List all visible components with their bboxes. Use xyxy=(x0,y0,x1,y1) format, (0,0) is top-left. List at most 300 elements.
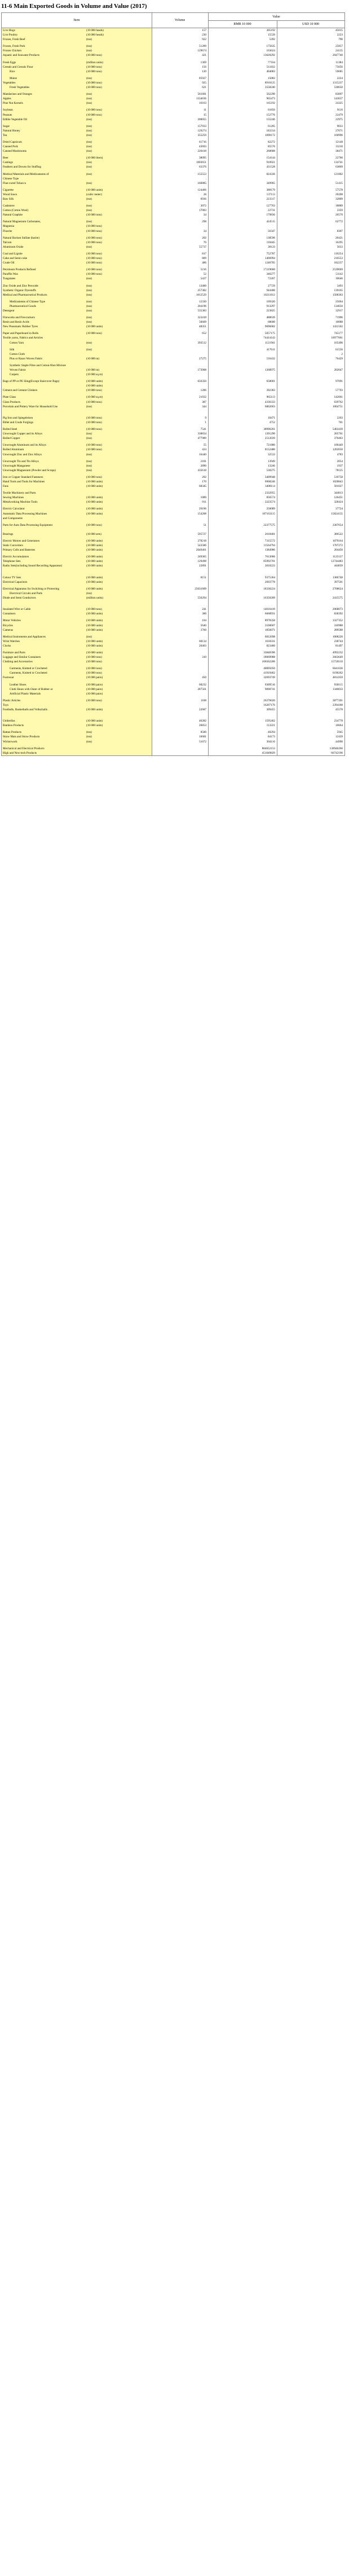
table-row xyxy=(2,523,344,527)
rmb-cell: 884652153 xyxy=(262,746,275,750)
volume-cell: 3072 xyxy=(200,204,206,208)
rmb-cell: 1466994 xyxy=(264,257,275,261)
table-row xyxy=(2,603,344,607)
item-name xyxy=(2,411,152,416)
usd-cell: 121802 xyxy=(334,172,343,176)
item-name: Pharmaceutical Goods xyxy=(2,304,152,309)
usd-cell: 639762 xyxy=(334,400,343,404)
table-row xyxy=(2,666,344,671)
header-item: Item xyxy=(73,19,80,22)
volume-cell: 424 xyxy=(202,448,206,452)
rmb-cell: 22731 xyxy=(268,209,275,213)
table-row xyxy=(2,144,344,149)
usd-cell: 1327352 xyxy=(332,619,343,623)
item-unit: (ton) xyxy=(86,635,92,639)
rmb-cell: 9090741 xyxy=(264,687,275,691)
item-unit: (10 000 units) xyxy=(86,507,103,511)
item-unit: (ton) xyxy=(86,140,92,144)
item-unit: (million units) xyxy=(86,596,103,600)
rmb-cell: 530275 xyxy=(266,468,275,472)
usd-cell: 51142 xyxy=(335,272,343,276)
usd-cell: 18889 xyxy=(335,204,343,208)
item-unit: (ton) xyxy=(86,209,92,213)
volume-cell: 26463 xyxy=(199,644,206,648)
usd-cell: 1028843 xyxy=(332,480,343,483)
item-name: Mandarines and Oranges xyxy=(2,92,152,96)
item-name: Porcelain and Pottery Ware for Household Use xyxy=(2,405,152,409)
volume-cell: 56609 xyxy=(199,320,206,324)
usd-cell: 444039 xyxy=(334,564,343,568)
usd-cell: 32917 xyxy=(335,309,343,313)
table-row xyxy=(2,60,344,65)
item-name: Medical and Pharmaceutical Products xyxy=(2,293,152,297)
item-name: Pig Iron and Spiegeleisen xyxy=(2,416,152,420)
rmb-cell: 18069988 xyxy=(263,656,275,660)
rmb-cell: 9696682 xyxy=(264,325,275,329)
item-unit: (ton) xyxy=(86,145,92,149)
rmb-cell: 11564794 xyxy=(263,544,275,548)
item-unit: (ton) xyxy=(86,320,92,324)
volume-cell: 249365 xyxy=(197,555,206,559)
item-unit: (10 000 units) xyxy=(86,623,103,627)
table-row xyxy=(2,204,344,208)
volume-cell: 1012529 xyxy=(196,293,206,297)
volume-cell: 226418 xyxy=(197,150,206,153)
volume-cell: 17083 xyxy=(199,209,206,213)
usd-cell: 25064 xyxy=(335,300,343,304)
usd-cell: 143637 xyxy=(334,97,343,101)
item-name: Cameras xyxy=(2,628,152,632)
usd-cell: 139165 xyxy=(334,288,343,292)
usd-cell: 510758 xyxy=(334,475,343,479)
rmb-cell: 2332955 xyxy=(264,491,275,495)
item-name: and Components xyxy=(2,516,152,521)
table-row xyxy=(2,735,344,739)
item-unit: (10 000 tons) xyxy=(86,213,102,217)
rmb-cell: 304116 xyxy=(266,740,275,744)
usd-cell: 15720110 xyxy=(331,660,343,664)
item-name: Textile Machinery and Parts xyxy=(2,491,152,495)
usd-cell: 78125 xyxy=(335,468,343,472)
usd-cell: 22760 xyxy=(335,156,343,160)
table-row xyxy=(2,539,344,543)
item-unit: (ton) xyxy=(86,49,92,53)
table-row xyxy=(2,527,344,532)
item-name: Sewing Machines xyxy=(2,495,152,500)
volume-cell: 1334636 xyxy=(196,97,206,101)
item-name: Cotton (Cotton Wool) xyxy=(2,208,152,213)
item-unit: (10 000 heads) xyxy=(86,29,104,32)
volume-cell: 129498 xyxy=(197,560,206,564)
rmb-cell: 965113 xyxy=(266,395,275,399)
item-name: Woven Fabric xyxy=(2,368,152,372)
item-unit: (10 000 tons) xyxy=(86,257,102,261)
table-row xyxy=(2,447,344,452)
item-unit: (ton) xyxy=(86,316,92,320)
table-row xyxy=(2,256,344,261)
item-unit: (ton) xyxy=(86,437,92,441)
volume-cell: 63376 xyxy=(199,165,206,169)
item-unit: (ton) xyxy=(86,459,92,463)
item-unit: (10 000 tons) xyxy=(86,400,102,404)
table-row xyxy=(2,65,344,69)
table-row xyxy=(2,133,344,138)
volume-cell: 68345 xyxy=(199,485,206,489)
table-row xyxy=(2,480,344,484)
table-header xyxy=(2,13,344,28)
volume-cell: 543586 xyxy=(197,544,206,548)
rmb-cell: 84173 xyxy=(268,735,275,739)
usd-cell: 745177 xyxy=(334,332,343,336)
item-unit: (ton) xyxy=(86,102,92,105)
table-row xyxy=(2,468,344,473)
rmb-cell: 85576 xyxy=(268,145,275,149)
item-name: Edible Vegetable Oil xyxy=(2,117,152,122)
rmb-cell: 1618331 xyxy=(264,639,275,643)
item-name: Vegetables xyxy=(2,81,152,85)
rmb-cell: 85992701 xyxy=(263,560,275,564)
usd-cell: 15824135 xyxy=(331,512,343,516)
table-row xyxy=(2,714,344,719)
rmb-cell: 14016419 xyxy=(263,608,275,612)
usd-cell: 27071 xyxy=(335,129,343,133)
volume-cell: 16681 xyxy=(199,735,206,739)
item-unit: (10 000 units) xyxy=(86,555,103,559)
volume-cell: 22891 xyxy=(199,564,206,568)
item-unit: (ton) xyxy=(86,76,92,80)
item-unit: (ton) xyxy=(86,405,92,408)
volume-cell: 2049461 xyxy=(196,548,206,552)
usd-cell: 2415575 xyxy=(332,596,343,600)
item-unit: (10 000 units) xyxy=(86,544,103,548)
volume-cell: 68232 xyxy=(199,683,206,687)
table-row xyxy=(2,181,344,186)
item-name: Talcum xyxy=(2,240,152,245)
usd-cell: 2223 xyxy=(337,33,343,37)
item-name: Metalworking Machine Tools xyxy=(2,500,152,504)
rmb-cell: 38996261 xyxy=(263,428,275,432)
volume-cell: 656350 xyxy=(197,380,206,384)
table-row xyxy=(2,348,344,352)
rmb-cell: 6668931 xyxy=(264,612,275,616)
item-name: Bags of PP or PE Sling(Except Staircover Bags) xyxy=(2,379,152,384)
rmb-cell: 1391290 xyxy=(264,432,275,436)
volume-cell: 1 xyxy=(205,420,206,424)
item-name: Clothing and Accessories xyxy=(2,660,152,664)
usd-cell: 20208 xyxy=(335,192,343,196)
table-row xyxy=(2,229,344,234)
volume-cell: 595727 xyxy=(197,532,206,536)
rmb-cell: 3409948 xyxy=(264,475,275,479)
table-row xyxy=(2,612,344,616)
item-unit: (ton) xyxy=(86,133,92,137)
item-name: Natural Barium Sulfate (barite) xyxy=(2,236,152,240)
rmb-cell: 4336333 xyxy=(264,400,275,404)
table-row xyxy=(2,300,344,304)
item-name: Plate Glass xyxy=(2,395,152,399)
volume-cell: 28 xyxy=(203,192,206,196)
rmb-cell: 68600 xyxy=(268,320,275,324)
table-row xyxy=(2,719,344,723)
table-row xyxy=(2,284,344,288)
rmb-cell: 9375364 xyxy=(264,575,275,579)
item-name: Mechanical and Electrical Products xyxy=(2,746,152,751)
item-name: Synthetic Organic Dyestuffs xyxy=(2,288,152,293)
item-name: Unwrought Tin and Tin Alloys xyxy=(2,459,152,464)
usd-cell: 5633 xyxy=(337,245,343,249)
rmb-cell: 824336 xyxy=(266,172,275,176)
item-unit: (million units) xyxy=(86,60,103,64)
rmb-cell: 13620292 xyxy=(263,54,275,58)
volume-cell: 204196 xyxy=(197,304,206,308)
usd-cell: 16295 xyxy=(335,240,343,244)
item-name: Apples xyxy=(2,96,152,101)
item-name: Unwrought Copper and its Alloys xyxy=(2,432,152,436)
item-name: Unwrought Aluminum and its Alloys xyxy=(2,443,152,447)
table-row xyxy=(2,548,344,552)
item-name: Static Converters xyxy=(2,543,152,548)
table-body xyxy=(2,28,344,755)
table-row xyxy=(2,363,344,368)
rmb-cell: 175635 xyxy=(266,45,275,49)
volume-cell: 51072 xyxy=(199,740,206,744)
item-unit: (ton) xyxy=(86,150,92,153)
item-unit: (10 000 units) xyxy=(86,480,103,483)
item-name: Diode and Semi Conductors xyxy=(2,596,152,600)
table-row xyxy=(2,245,344,249)
volume-cell: 3760 xyxy=(200,628,206,632)
rmb-cell: 15083 xyxy=(268,76,275,80)
item-unit: (10 000 tons) xyxy=(86,389,102,393)
item-unit: (10 000 tons) xyxy=(86,236,102,240)
volume-cell: 9 xyxy=(205,416,206,420)
table-row xyxy=(2,495,344,500)
rmb-cell: 33848396 xyxy=(263,650,275,654)
volume-cell: 154208 xyxy=(197,512,206,516)
rmb-cell: 562290 xyxy=(266,93,275,96)
table-row xyxy=(2,571,344,575)
item-name: Carpets xyxy=(2,372,152,377)
usd-cell: 10977061 xyxy=(331,336,343,340)
usd-cell: 701 xyxy=(338,420,343,424)
rmb-cell: 309455 xyxy=(266,708,275,711)
table-row xyxy=(2,596,344,600)
item-name: Iron or Copper Standard Fasteners xyxy=(2,475,152,480)
usd-cell: 66742196 xyxy=(331,751,343,755)
item-unit: (10 000 tons) xyxy=(86,667,102,671)
usd-cell: 501027 xyxy=(334,485,343,489)
item-unit: (10 000 tons) xyxy=(86,332,102,336)
volume-cell: 34 xyxy=(203,229,206,233)
volume-cell: 1168 xyxy=(200,698,206,702)
usd-cell: 12744483 xyxy=(331,560,343,564)
item-unit: (10 000 tons) xyxy=(86,448,102,452)
item-unit: (ton) xyxy=(86,45,92,49)
usd-cell: 11384 xyxy=(335,60,343,64)
usd-cell: 57578 xyxy=(335,188,343,192)
exports-table xyxy=(1,12,345,756)
item-name: Bearings xyxy=(2,532,152,537)
rmb-cell: 77164 xyxy=(268,60,275,64)
item-name: Garments, Knitted or Crocheted xyxy=(2,666,152,671)
item-name: Aquatic and Seawater Products xyxy=(2,53,152,58)
item-name: Coke and Semi-coke xyxy=(2,256,152,261)
item-unit: (ton) xyxy=(86,735,92,739)
item-name: Garments, Knitted or Crocheted xyxy=(2,671,152,675)
rmb-cell: 6309516 xyxy=(264,683,275,687)
item-name: Medicaments of Chinese Type xyxy=(2,300,152,304)
table-row xyxy=(2,261,344,265)
table-row xyxy=(2,219,344,224)
volume-cell: 22687 xyxy=(199,708,206,711)
item-unit: (cubic meter) xyxy=(86,192,102,196)
volume-cell: 809 xyxy=(202,257,206,261)
table-row xyxy=(2,108,344,112)
table-row xyxy=(2,655,344,660)
rmb-cell: 965473 xyxy=(266,97,275,101)
usd-cell: 4783 xyxy=(337,452,343,456)
item-name: Footwear xyxy=(2,675,152,680)
usd-cell: 1340033 xyxy=(332,687,343,691)
item-unit: (10 000 tons) xyxy=(86,656,102,660)
volume-cell: 25031609 xyxy=(195,587,206,591)
rmb-cell: 658001 xyxy=(266,380,275,384)
rmb-cell: 511832 xyxy=(266,65,275,69)
table-row xyxy=(2,698,344,703)
volume-cell: 298 xyxy=(202,220,206,224)
item-name: Live Poultry xyxy=(2,33,152,37)
item-name: Electrical Capacitors xyxy=(2,580,152,584)
usd-cell: 1386748 xyxy=(332,575,343,579)
item-name: Magnesia xyxy=(2,224,152,228)
usd-cell: 1004751 xyxy=(332,405,343,408)
item-unit: (10 000 units) xyxy=(86,325,103,329)
table-row xyxy=(2,192,344,197)
item-unit: (ton) xyxy=(86,468,92,472)
table-row xyxy=(2,85,344,90)
usd-cell: 165496 xyxy=(334,341,343,345)
item-unit: (10 000 tons) xyxy=(86,475,102,479)
item-unit: (ton) xyxy=(86,124,92,128)
rmb-cell: 32533 xyxy=(268,452,275,456)
item-name: Sugar xyxy=(2,124,152,129)
item-unit: (10 000 tons) xyxy=(86,420,102,424)
item-name: Dried Capsicum xyxy=(2,140,152,144)
rmb-cell: 392383 xyxy=(266,389,275,393)
table-row xyxy=(2,591,344,596)
item-unit: (10 000 units) xyxy=(86,564,103,568)
item-name: Maize xyxy=(2,76,152,81)
volume-cell: 173908 xyxy=(197,368,206,372)
rmb-cell: 41919462 xyxy=(263,671,275,675)
item-unit: (ton) xyxy=(86,341,92,345)
volume-cell: 85927 xyxy=(199,76,206,80)
usd-cell: 25857 xyxy=(335,45,343,49)
rmb-cell: 6812698 xyxy=(264,635,275,639)
volume-cell: 166885 xyxy=(197,181,206,185)
item-name: Wickerwork xyxy=(2,740,152,744)
table-row xyxy=(2,388,344,393)
rmb-cell: 8978358 xyxy=(264,619,275,623)
rmb-cell: 488639 xyxy=(266,316,275,320)
item-unit: (10 000 pairs) xyxy=(86,676,103,680)
item-name: Rice xyxy=(2,69,152,74)
rmb-cell: 388179 xyxy=(266,188,275,192)
item-unit: (10 000 tons) xyxy=(86,252,102,256)
item-name: Aluminum Oxide xyxy=(2,245,152,249)
item-unit: (10 000 tons) xyxy=(86,108,102,112)
table-row xyxy=(2,53,344,58)
volume-cell: 561681 xyxy=(197,93,206,96)
table-row xyxy=(2,267,344,272)
rmb-cell: 5392 xyxy=(269,38,275,42)
table-row xyxy=(2,639,344,644)
item-name: Containers xyxy=(2,612,152,616)
item-name: Fresh Vegetables xyxy=(2,85,152,90)
rmb-cell: 17219660 xyxy=(263,268,275,272)
item-name: Peanuts xyxy=(2,113,152,117)
table-row xyxy=(2,543,344,548)
header-rmb: RMB 10 000 xyxy=(233,22,251,26)
table-row xyxy=(2,324,344,329)
item-name: Frozen Chicken xyxy=(2,49,152,53)
table-row xyxy=(2,81,344,85)
usd-cell: 51415 xyxy=(335,181,343,185)
table-row xyxy=(2,188,344,192)
item-unit: (10 000 units) xyxy=(86,485,103,489)
rmb-cell: 404083 xyxy=(266,69,275,73)
volume-cell: 157933 xyxy=(197,124,206,128)
table-row xyxy=(2,309,344,313)
table-row xyxy=(2,304,344,309)
volume-cell: 46282 xyxy=(199,719,206,723)
rmb-cell: 6862663 xyxy=(264,405,275,408)
item-name: Medical Materials and Medicaments of xyxy=(2,172,152,177)
item-unit: (ton) xyxy=(86,220,92,224)
item-name xyxy=(2,714,152,719)
item-unit: (10 000 units) xyxy=(86,628,103,632)
item-name: Furniture and Parts xyxy=(2,650,152,655)
table-row xyxy=(2,500,344,504)
item-name: Motor Vehicles xyxy=(2,618,152,623)
usd-cell: 2224 xyxy=(337,76,343,80)
volume-cell: 911 xyxy=(202,500,206,504)
item-name: Frozen, Fresh Beef xyxy=(2,37,152,42)
volume-cell: 922 xyxy=(202,38,206,42)
table-row xyxy=(2,587,344,591)
rmb-cell: 6968246 xyxy=(264,480,275,483)
volume-cell: 8500 xyxy=(200,731,206,735)
rmb-cell: 1121941 xyxy=(265,341,275,345)
item-name: Unwrought Magnesium (Powder and Scraps) xyxy=(2,468,152,473)
rmb-cell: 1090172 xyxy=(264,133,275,137)
rmb-cell: 3408114 xyxy=(265,485,275,489)
item-name: Rattan Products xyxy=(2,730,152,735)
volume-cell: 68134 xyxy=(199,639,206,643)
item-name: Silk xyxy=(2,348,152,352)
table-row xyxy=(2,272,344,276)
item-unit: (10 000 m) xyxy=(86,357,100,361)
rmb-cell: 752787 xyxy=(266,252,275,256)
table-row xyxy=(2,564,344,568)
table-row xyxy=(2,746,344,751)
usd-cell: 134650 xyxy=(334,304,343,308)
volume-cell: 155553 xyxy=(197,172,206,176)
item-name: Telephone Sets xyxy=(2,559,152,564)
item-name: Textile yarns, Fabrics and Articles xyxy=(2,336,152,340)
table-row xyxy=(2,400,344,405)
rmb-cell: 10471 xyxy=(268,416,275,420)
